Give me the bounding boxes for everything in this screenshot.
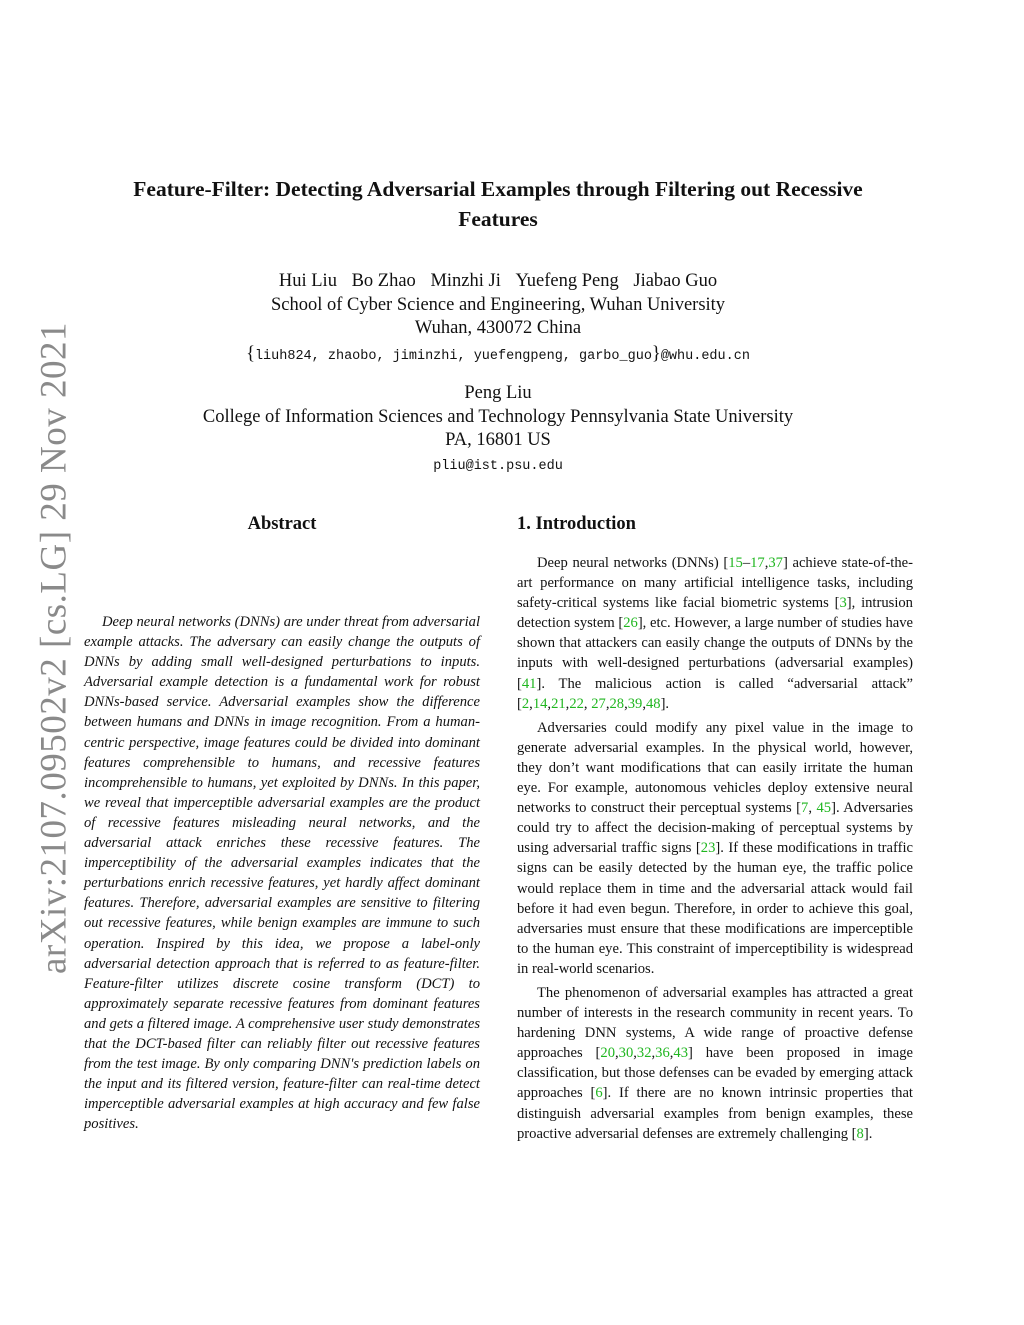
text-run: – <box>742 555 751 571</box>
citation-link[interactable]: 20 <box>600 1045 615 1062</box>
citation-link[interactable]: 22 <box>569 695 584 712</box>
citation-link[interactable]: 36 <box>655 1045 670 1062</box>
email-2[interactable]: pliu@ist.psu.edu <box>433 458 563 474</box>
email-brace-open: { <box>246 343 255 364</box>
citation-link[interactable]: 2 <box>521 695 530 712</box>
affiliation-1: School of Cyber Science and Engineering, Wuhan University <box>270 294 726 315</box>
introduction-heading: 1. Introduction <box>517 514 636 534</box>
citation-link[interactable]: 23 <box>700 840 716 857</box>
citation-link[interactable]: 41 <box>521 675 537 692</box>
citation-link[interactable]: 21 <box>551 695 566 712</box>
text-run: , <box>764 555 769 571</box>
email-1[interactable] <box>80 343 916 369</box>
abstract-text: Deep neural networks (DNNs) are under threat from adversarial example attacks. The adversary can easily change the outputs of DNNs by adding small well-designed perturbations to inputs. Adversarial example detection is a fundamental work for robust DNNs-based service. Adversarial examples show the difference between humans and DNNs in image recognition. From a human-centric perspective, image features could be divided into dominant features comprehensible to humans, and recessive features incomprehensible to humans, yet exploited by DNNs. In this paper, we reveal that imperceptible adversarial examples are the product of recessive features misleading neural networks, and the adversarial attack enriches these recessive features. The imperceptibility of the adversarial examples indicates that the perturbations enrich recessive features, yet hardly affect dominant features. Therefore, adversarial examples are sensitive to filtering out recessive features, while benign examples are immune to such operation. Inspired by this idea, we propose a label-only adversarial detection approach that is referred to as feature-filter. Feature-filter utilizes discrete cosine transform (DCT) to approximately separate recessive features from dominant features and gets a filtered image. A comprehensive user study demonstrates that the DCT-based filter can reliably filter out recessive features from the test image. By only comparing DNN's prediction labels on the input and its filtered version, feature-filter can real-time detect imperceptible adversarial examples at high accuracy and few false positives. <box>84 614 480 1133</box>
citation-link[interactable]: 30 <box>618 1045 634 1062</box>
text-run: The phenomenon of adversarial examples has attracted a great number of interests in the research community in recent years. To hardening DNN systems, A wide range of proactive defense approaches [ <box>517 984 913 1062</box>
citation-link[interactable]: 15 <box>728 555 743 571</box>
citation-link[interactable]: 7 <box>801 800 809 817</box>
text-run: ], etc. However, a large number of studies have shown that attackers can easily change the outputs of DNNs by the inputs with well-designed perturbations (adversarial examples) [ <box>517 615 914 692</box>
text-run: Deep neural networks (DNNs) [ <box>537 555 729 571</box>
citation-link[interactable]: 27 <box>591 695 606 712</box>
citation-link[interactable]: 28 <box>609 695 625 712</box>
citation-link[interactable]: 39 <box>627 695 643 712</box>
author-name: Yuefeng Peng <box>515 271 619 291</box>
title-line-2: Features <box>458 207 538 231</box>
citation-link[interactable]: 32 <box>636 1045 652 1062</box>
title-line-1: Feature-Filter: Detecting Adversarial Examples through Filtering out Recessive <box>133 177 863 201</box>
author-name: Minzhi Ji <box>430 271 501 291</box>
author-name-2: Peng Liu <box>464 383 532 403</box>
paper-title <box>80 174 916 234</box>
citation-link[interactable]: 45 <box>816 800 832 817</box>
affiliation-2: College of Information Sciences and Technology Pennsylvania State University <box>202 406 794 427</box>
intro-paragraph-2 <box>517 718 913 979</box>
text-run: ]. The malicious action is called “adversarial attack” [ <box>517 675 913 712</box>
email-1-domain: @whu.edu.cn <box>660 348 750 364</box>
email-brace-close: } <box>651 343 661 364</box>
introduction-column <box>517 512 913 1148</box>
citation-link[interactable]: 8 <box>856 1125 864 1142</box>
citation-link[interactable]: 37 <box>768 555 783 571</box>
citation-link[interactable]: 48 <box>645 695 661 712</box>
address-2: PA, 16801 US <box>445 430 551 450</box>
text-run: ]. If these modifications in traffic signs can be easily detected by the human eye, the traffic police would replace them in time and the adversarial attack would fail before it had even begun. Therefore, in order to achieve this goal, adversaries must ensure that these modifications are imperceptible to the human eye. This constraint of imperceptibility is widespread in real-world scenarios. <box>517 840 913 977</box>
text-run: Adversaries could modify any pixel value in the image to generate adversarial examples. In the physical world, however, they don’t want modifications that can easily irritate the human eye. For example, autonomous vehicles deploy extensive neural networks to construct their perceptual systems [ <box>517 719 913 817</box>
intro-paragraph-1: Deep neural networks (DNNs) [15–17,37] achieve state-of-the-art performance on many artificial intelligence tasks, including safety-critical systems like facial biometric systems [3], intrusion detection system [26], etc. However, a large number of studies have shown that attackers can easily change the outputs of DNNs by the inputs with well-designed perturbations (adversarial examples) [41]. The malicious action is called “adversarial attack” [2,14,21,22, 27,28,39,48]. <box>517 555 914 712</box>
abstract-heading: Abstract <box>247 514 317 534</box>
text-run: ]. Adversaries could try to affect the decision-making of perceptual systems by using adversarial traffic signs [ <box>517 800 914 857</box>
text-run: ], intrusion detection system [ <box>517 595 913 632</box>
email-1-users: liuh824, zhaobo, jiminzhi, yuefengpeng, garbo_guo <box>254 348 652 364</box>
address-1: Wuhan, 430072 China <box>414 318 582 338</box>
citation-link[interactable]: 26 <box>623 615 638 632</box>
author-name: Bo Zhao <box>351 271 416 291</box>
text-run: ]. If there are no known intrinsic properties that distinguish adversarial examples from benign examples, these proactive adversarial defenses are extremely challenging [ <box>517 1085 913 1142</box>
abstract-column <box>84 512 480 1149</box>
author-block <box>80 270 916 478</box>
text-run: ]. <box>660 695 670 712</box>
text-run: ] achieve state-of-the-art performance on many artificial intelligence tasks, including safety-critical systems like facial biometric systems [ <box>517 555 913 612</box>
citation-link[interactable]: 43 <box>673 1045 688 1062</box>
citation-link[interactable]: 14 <box>532 695 548 712</box>
author-name: Hui Liu <box>278 271 337 291</box>
intro-paragraph-3: The phenomenon of adversarial examples has attracted a great number of interests in the research community in recent years. To hardening DNN systems, A wide range of proactive defense approaches [20,30,32,36,43] have been proposed in image classification, but those defenses can be evaded by emerging attack approaches [6]. If there are no known intrinsic properties that distinguish adversarial examples from benign examples, these proactive adversarial defenses are extremely challenging [8]. <box>517 984 913 1142</box>
text-run: , <box>808 800 817 817</box>
citation-link[interactable]: 17 <box>750 555 765 571</box>
citation-link[interactable]: 3 <box>839 595 847 612</box>
citation-link[interactable]: 6 <box>595 1085 603 1102</box>
text-run: ] have been proposed in image classification, but those defenses can be evaded by emerging attack approaches [ <box>517 1045 913 1102</box>
arxiv-identifier-stamp: arXiv:2107.09502v2 [cs.LG] 29 Nov 2021 <box>33 321 75 975</box>
author-names <box>80 270 916 294</box>
author-name: Jiabao Guo <box>633 271 718 291</box>
text-run: ]. <box>863 1125 873 1142</box>
